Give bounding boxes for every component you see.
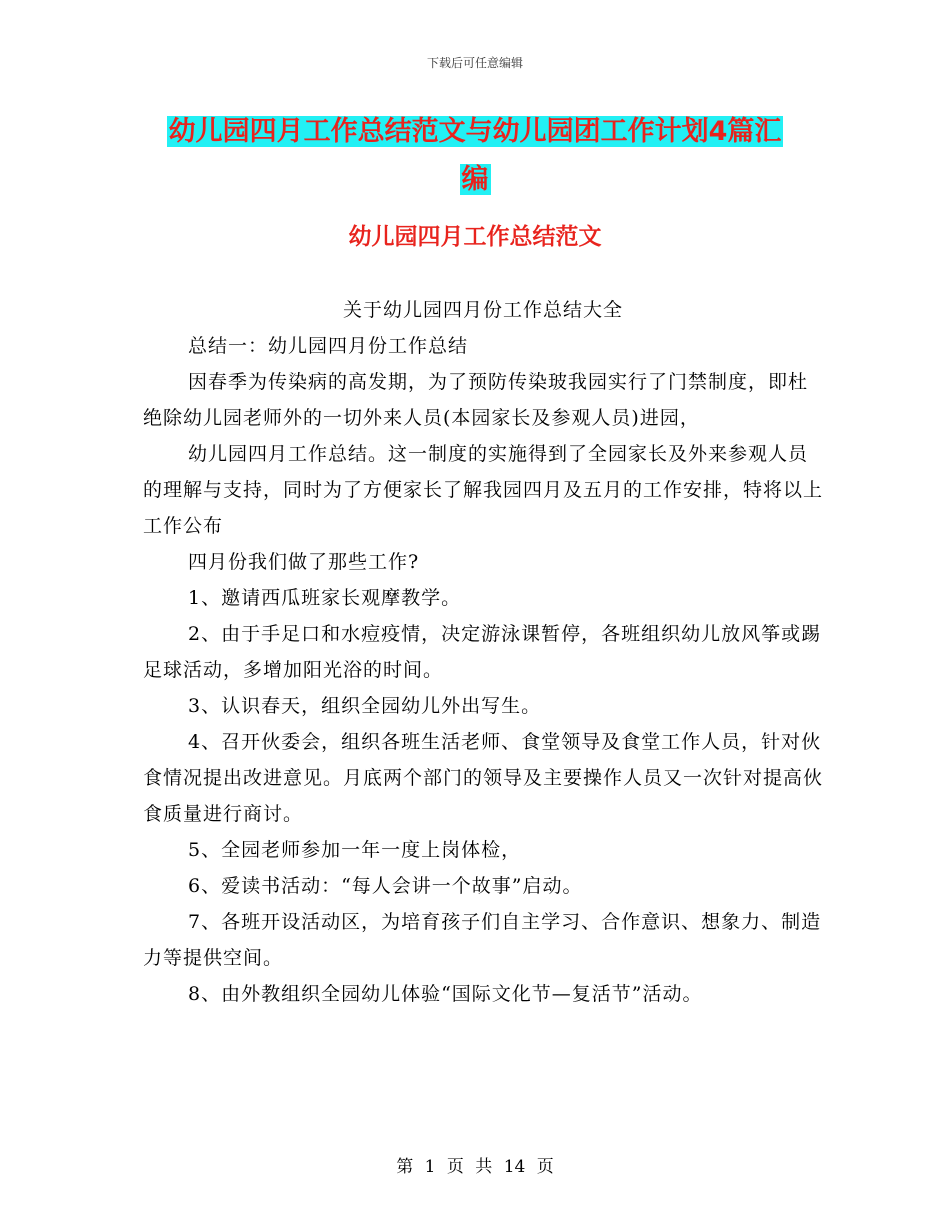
paragraph: 总结一：幼儿园四月份工作总结 bbox=[188, 335, 469, 357]
list-item: 5、全园老师参加一年一度上岗体检， bbox=[188, 839, 522, 861]
list-item: 4、召开伙委会，组织各班生活老师、食堂领导及食堂工作人员，针对伙食情况提出改进意见。月底两个部门的领导及主要操作人员又一次针对提高伙食质量进行商讨。 bbox=[143, 731, 824, 825]
section-title: 幼儿园四月工作总结范文 bbox=[348, 224, 602, 250]
subtitle: 关于幼儿园四月份工作总结大全 bbox=[342, 299, 623, 321]
title-line-2: 编 bbox=[461, 164, 489, 195]
page-footer: 第 1 页 共 14 页 bbox=[396, 1157, 554, 1177]
paragraph: 四月份我们做了那些工作? bbox=[188, 551, 420, 573]
list-item: 2、由于手足口和水痘疫情，决定游泳课暂停，各班组织幼儿放风筝或踢足球活动，多增加阳光浴的时间。 bbox=[143, 623, 822, 681]
header-note: 下载后可任意编辑 bbox=[426, 56, 523, 70]
list-item: 3、认识春天，组织全园幼儿外出写生。 bbox=[188, 695, 542, 717]
list-item: 6、爱读书活动：“每人会讲一个故事”启动。 bbox=[188, 875, 583, 897]
paragraph: 幼儿园四月工作总结。这一制度的实施得到了全园家长及外来参观人员的理解与支持，同时为了方便家长了解我园四月及五月的工作安排，特将以上工作公布 bbox=[143, 443, 824, 537]
list-item: 1、邀请西瓜班家长观摩教学。 bbox=[188, 587, 462, 609]
title-line-1: 幼儿园四月工作总结范文与幼儿园团工作计划4篇汇 bbox=[168, 116, 782, 147]
document-title bbox=[0, 108, 950, 204]
document-body bbox=[143, 292, 823, 1012]
list-item: 7、各班开设活动区，为培育孩子们自主学习、合作意识、想象力、制造力等提供空间。 bbox=[143, 911, 822, 969]
list-item: 8、由外教组织全园幼儿体验“国际文化节—复活节”活动。 bbox=[188, 983, 703, 1005]
paragraph: 因春季为传染病的高发期，为了预防传染玻我园实行了门禁制度，即杜绝除幼儿园老师外的一切外来人员(本园家长及参观人员)进园， bbox=[143, 371, 809, 429]
